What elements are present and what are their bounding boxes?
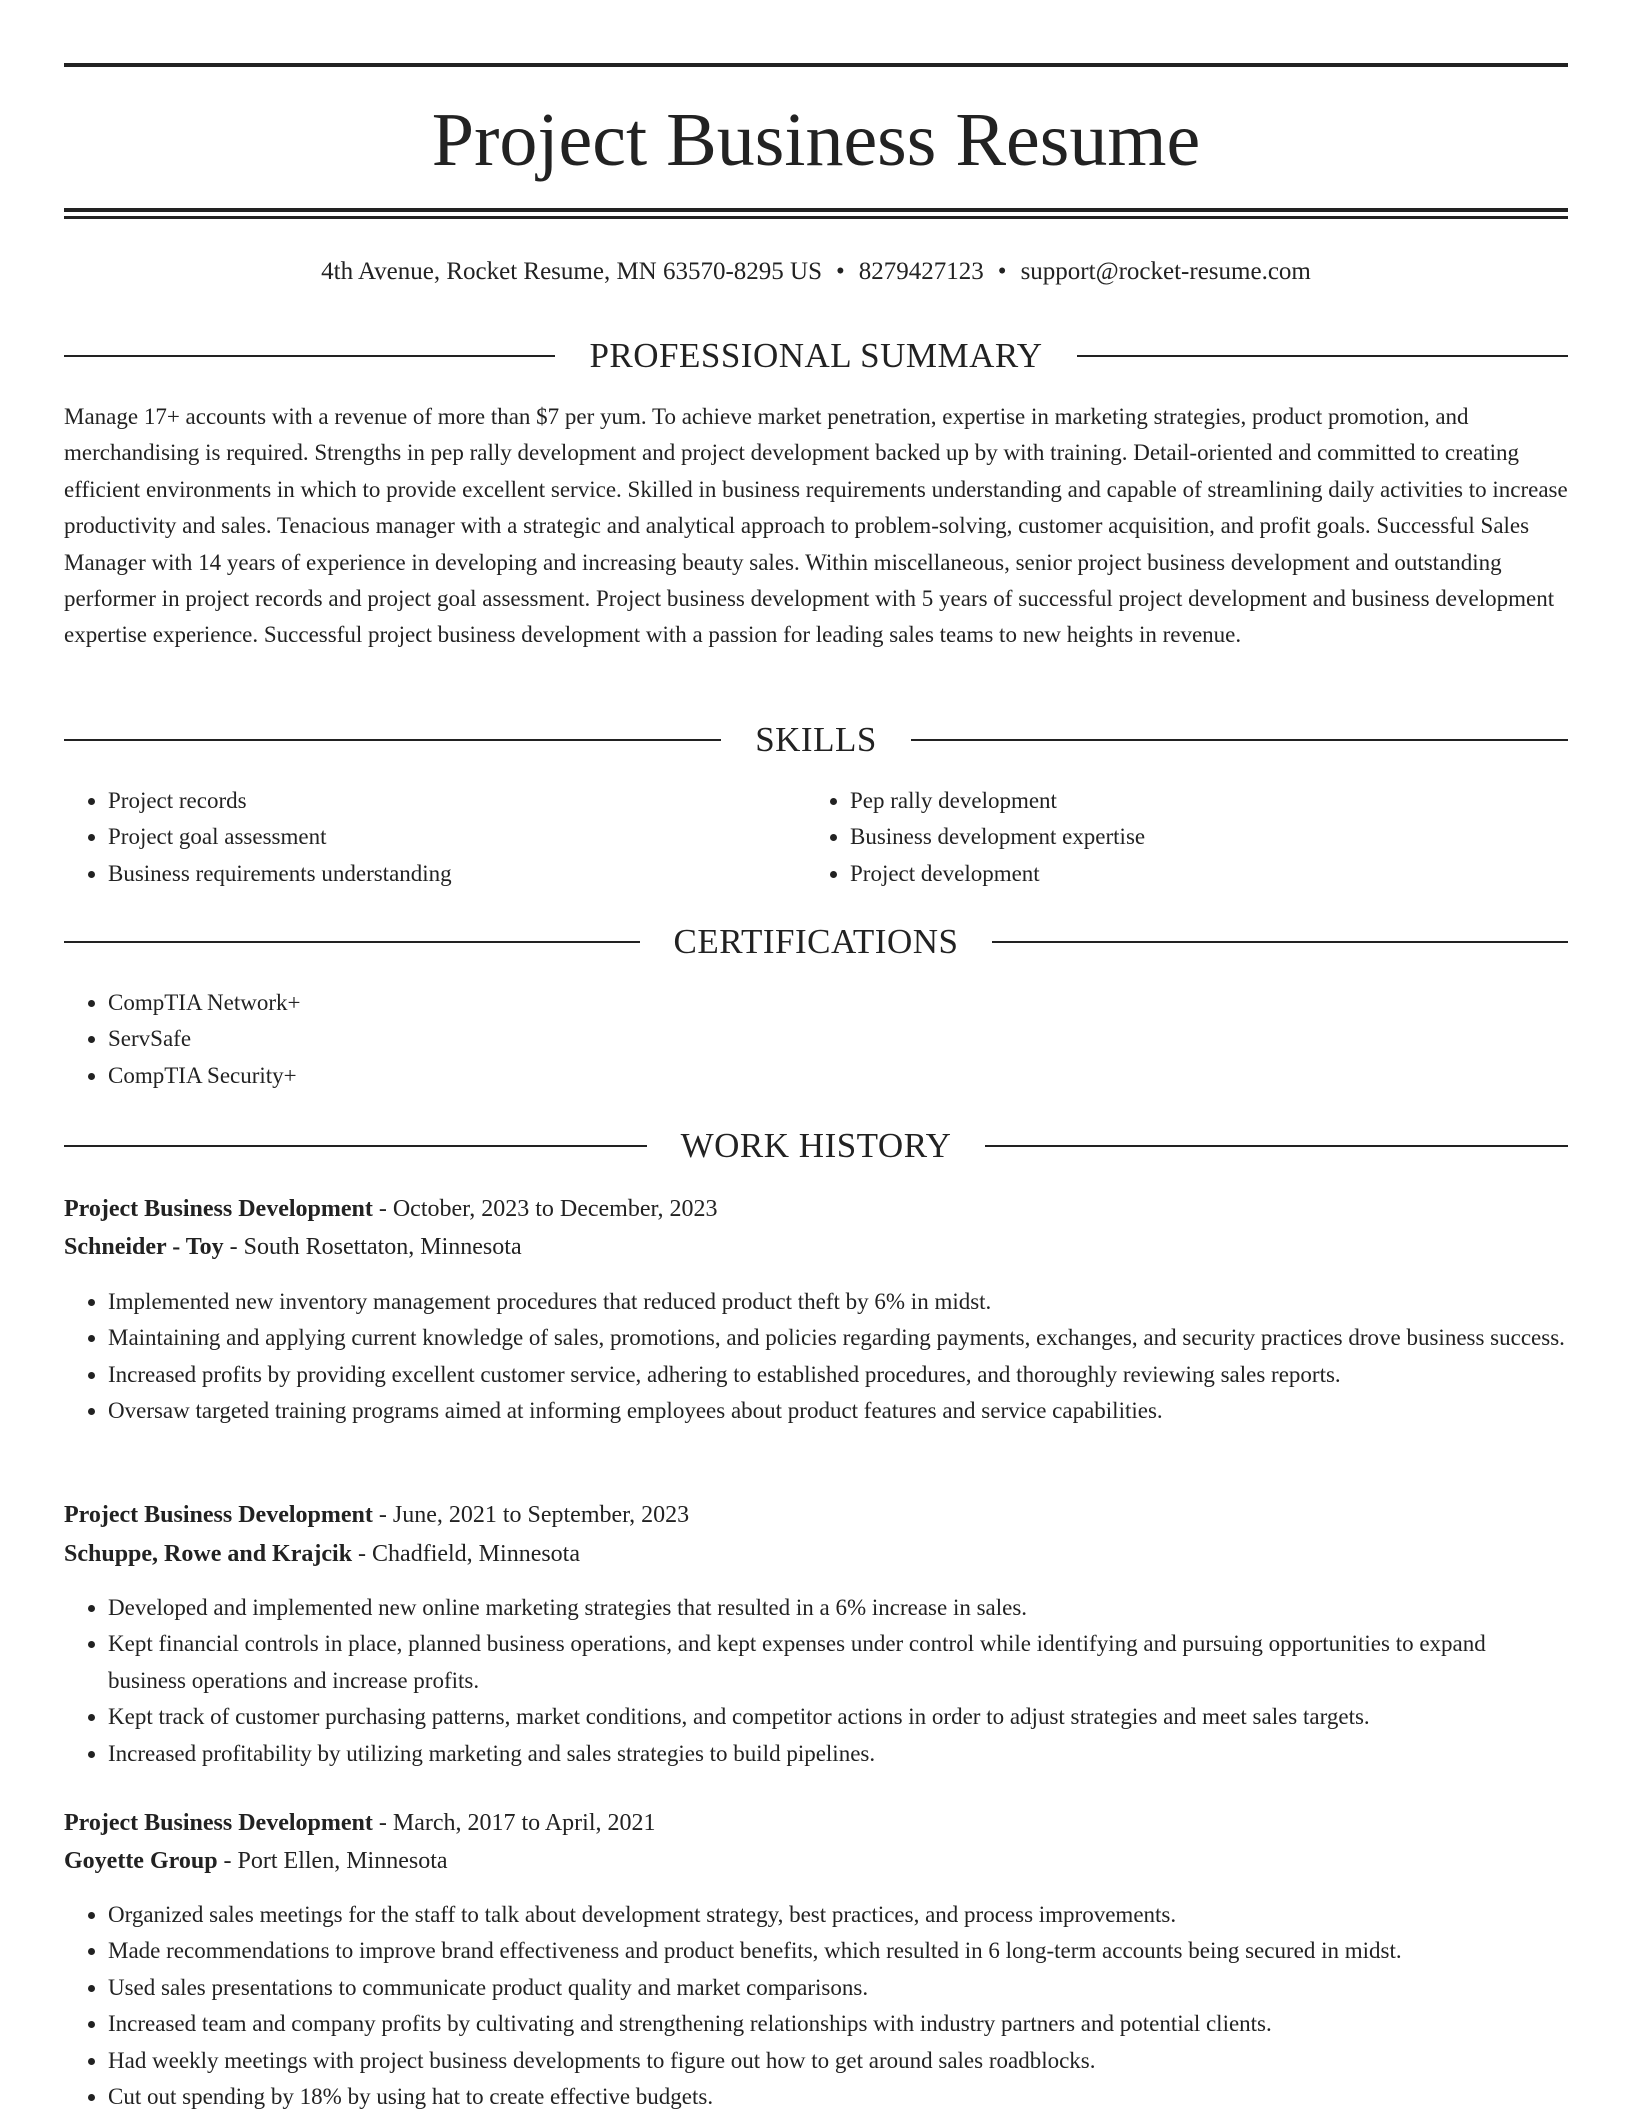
job-title-line xyxy=(64,1805,1568,1841)
summary-heading-text: PROFESSIONAL SUMMARY xyxy=(589,336,1043,375)
certification-item: • ServSafe xyxy=(108,1021,1568,1057)
skills-heading-text: SKILLS xyxy=(755,720,877,759)
job-company-line xyxy=(64,1536,1568,1572)
job-bullet: • Had weekly meetings with project business developments to figure out how to get around sales roadblocks. xyxy=(108,2043,1568,2079)
job-bullet: • Kept track of customer purchasing patterns, market conditions, and competitor actions in order to adjust strategies and meet sales targets. xyxy=(108,1699,1568,1735)
heading-rule xyxy=(992,941,1568,943)
job-company: Schneider - Toy xyxy=(64,1234,224,1260)
certifications-heading-text: CERTIFICATIONS xyxy=(673,922,959,961)
job-dates: - October, 2023 to December, 2023 xyxy=(372,1196,718,1222)
skill-item: • Project development xyxy=(850,856,1550,892)
heading-rule xyxy=(64,739,721,741)
heading-rule xyxy=(64,941,640,943)
job-bullets xyxy=(64,1284,1568,1430)
skills-list-right xyxy=(806,783,1550,892)
certification-item: • CompTIA Security+ xyxy=(108,1058,1568,1094)
title-rule-lower xyxy=(64,216,1568,219)
skill-item: • Business development expertise xyxy=(850,819,1550,855)
top-rule xyxy=(64,63,1568,67)
skill-item: • Project records xyxy=(108,783,808,819)
job-bullet: • Kept financial controls in place, planned business operations, and kept expenses under control while identifying and pursuing opportunities to expand business operations and increase profits. xyxy=(108,1626,1568,1699)
heading-rule xyxy=(985,1145,1568,1147)
job-bullets xyxy=(64,1590,1568,1772)
skill-item: • Business requirements understanding xyxy=(108,856,808,892)
contact-email: support@rocket-resume.com xyxy=(1020,258,1311,285)
job-company: Schuppe, Rowe and Krajcik xyxy=(64,1541,353,1567)
job-bullet: • Increased profits by providing excellent customer service, adhering to established procedures, and thoroughly reviewing sales reports. xyxy=(108,1357,1568,1393)
job-title: Project Business Development xyxy=(64,1810,373,1836)
summary-heading xyxy=(64,336,1568,376)
skills-list-left xyxy=(64,783,808,892)
job-bullet: • Made recommendations to improve brand effectiveness and product benefits, which resulted in 6 long-term accounts being secured in midst. xyxy=(108,1933,1568,1969)
skills-heading xyxy=(64,720,1568,760)
job-title-line xyxy=(64,1191,1568,1227)
job-bullet: • Increased team and company profits by cultivating and strengthening relationships with industry partners and potential clients. xyxy=(108,2006,1568,2042)
job-title: Project Business Development xyxy=(64,1502,373,1528)
contact-line xyxy=(64,254,1568,290)
contact-address: 4th Avenue, Rocket Resume, MN 63570-8295 US xyxy=(321,258,823,285)
job-bullet: • Oversaw targeted training programs aimed at informing employees about product features and service capabilities. xyxy=(108,1393,1568,1429)
job-bullet: • Cut out spending by 18% by using hat to create effective budgets. xyxy=(108,2079,1568,2115)
certifications-heading xyxy=(64,922,1568,962)
job-bullet: • Developed and implemented new online marketing strategies that resulted in a 6% increase in sales. xyxy=(108,1590,1568,1626)
skill-item: • Pep rally development xyxy=(850,783,1550,819)
job-bullet: • Implemented new inventory management procedures that reduced product theft by 6% in midst. xyxy=(108,1284,1568,1320)
certification-item: • CompTIA Network+ xyxy=(108,985,1568,1021)
contact-separator: • xyxy=(997,258,1007,285)
heading-rule xyxy=(1077,355,1568,357)
heading-rule xyxy=(64,355,555,357)
job-location: - South Rosettaton, Minnesota xyxy=(223,1234,522,1260)
job-company-line xyxy=(64,1229,1568,1265)
work-heading-text: WORK HISTORY xyxy=(680,1126,952,1165)
contact-phone: 8279427123 xyxy=(858,258,984,285)
contact-separator: • xyxy=(836,258,845,285)
heading-rule xyxy=(64,1145,647,1147)
job-company-line xyxy=(64,1843,1568,1879)
skill-item: • Project goal assessment xyxy=(108,819,808,855)
work-heading xyxy=(64,1126,1568,1166)
job-bullet: • Used sales presentations to communicate product quality and market comparisons. xyxy=(108,1970,1568,2006)
job-title: Project Business Development xyxy=(64,1196,373,1222)
title-rule-upper xyxy=(64,208,1568,212)
job-dates: - June, 2021 to September, 2023 xyxy=(372,1502,690,1528)
job-bullet: • Organized sales meetings for the staff to talk about development strategy, best practices, and process improvements. xyxy=(108,1897,1568,1933)
job-company: Goyette Group xyxy=(64,1848,218,1874)
job-dates: - March, 2017 to April, 2021 xyxy=(372,1810,656,1836)
job-bullet: • Increased profitability by utilizing marketing and sales strategies to build pipelines. xyxy=(108,1736,1568,1772)
job-bullet: • Maintaining and applying current knowledge of sales, promotions, and policies regarding payments, exchanges, and security practices drove business success. xyxy=(108,1320,1568,1356)
certifications-list xyxy=(64,985,1568,1094)
heading-rule xyxy=(911,739,1568,741)
job-bullets xyxy=(64,1897,1568,2115)
summary-paragraph: Manage 17+ accounts with a revenue of more than $7 per yum. To achieve market penetration, expertise in marketing strategies, product promotion, and merchandising is required. Strengths in pep rally development and project development backed up by with training. Detail-oriented and committed to creating efficient environments in which to provide excellent service. Skilled in business requirements understanding and capable of streamlining daily activities to increase productivity and sales. Tenacious manager with a strategic and analytical approach to problem-solving, customer acquisition, and profit goals. Successful Sales Manager with 14 years of experience in developing and increasing beauty sales. Within miscellaneous, senior project business development and outstanding performer in project records and project goal assessment. Project business development with 5 years of successful project development and business development expertise experience. Successful project business development with a passion for leading sales teams to new heights in revenue. xyxy=(64,404,1568,648)
job-title-line xyxy=(64,1497,1568,1533)
job-location: - Port Ellen, Minnesota xyxy=(217,1848,448,1874)
resume-title: Project Business Resume xyxy=(431,98,1201,182)
job-location: - Chadfield, Minnesota xyxy=(352,1541,580,1567)
